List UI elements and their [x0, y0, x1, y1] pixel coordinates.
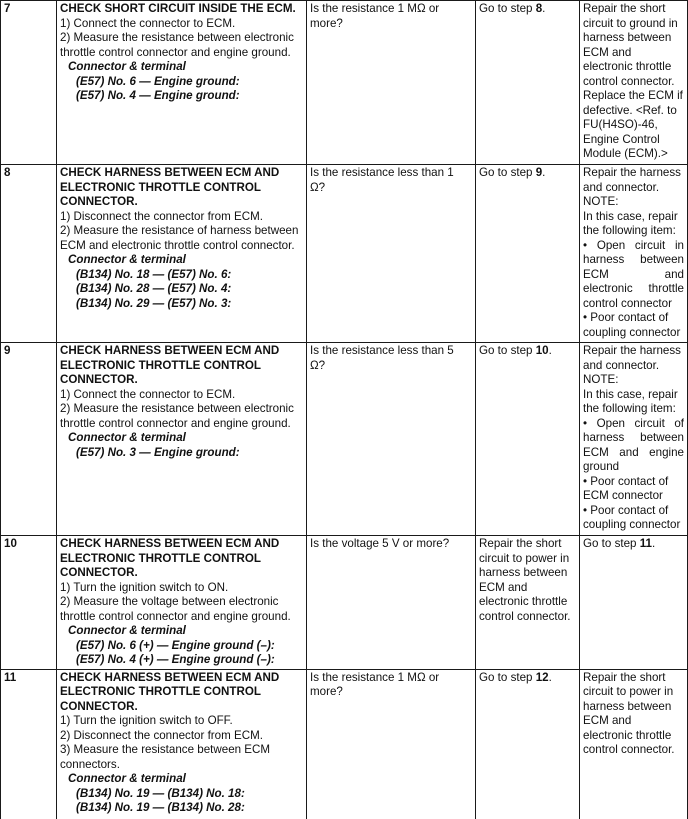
yes-action: Go to step 10. [476, 343, 580, 536]
step-number: 10 [1, 536, 57, 670]
step-title: CHECK HARNESS BETWEEN ECM AND ELECTRONIC THROTTLE CONTROL CONNECTOR. [60, 166, 280, 208]
repair-item: • Poor contact of coupling connector [583, 503, 681, 531]
procedure-line: 1) Connect the connector to ECM. [60, 387, 236, 401]
repair-item: • Open circuit in harness between ECM and electronic throttle control connector [583, 238, 684, 310]
no-action [580, 669, 688, 819]
step-link[interactable]: 8 [535, 2, 543, 15]
connector-terminal-item: (B134) No. 19 — (B134) No. 28: [76, 801, 245, 814]
connector-terminal-label: Connector & terminal [68, 253, 186, 266]
table-row [1, 536, 688, 670]
connector-terminal-label: Connector & terminal [68, 772, 186, 785]
step-number: 9 [1, 343, 57, 536]
connector-terminal-item: (E57) No. 6 — Engine ground: [76, 74, 240, 88]
table-row [1, 343, 688, 536]
step-description [57, 165, 307, 343]
connector-terminal-item: (B134) No. 19 — (B134) No. 18: [76, 786, 245, 800]
check-question: Is the resistance 1 MΩ or more? [307, 1, 476, 165]
step-number: 11 [1, 669, 57, 819]
step-number: 8 [1, 165, 57, 343]
yes-action: Go to step 8. [476, 1, 580, 165]
no-action-ref: Replace the ECM if defective. <Ref. to FU(H4SO)-46, Engine Control Module (ECM).> [583, 89, 683, 160]
check-question: Is the resistance 1 MΩ or more? [307, 669, 476, 819]
repair-item: • Open circuit of harness between ECM and engine ground [583, 416, 684, 473]
check-question: Is the resistance less than 5 Ω? [307, 343, 476, 536]
connector-terminal-item: (B134) No. 18 — (E57) No. 6: [76, 267, 232, 281]
step-title: CHECK HARNESS BETWEEN ECM AND ELECTRONIC THROTTLE CONTROL CONNECTOR. [60, 344, 280, 386]
no-action-line: In this case, repair the following item: [583, 209, 678, 237]
connector-terminal-item: (E57) No. 6 (+) — Engine ground (–): [76, 638, 275, 652]
step-number: 7 [1, 1, 57, 165]
yes-action-line: Repair the short circuit to power in harness between ECM and electronic throttle control connector. [479, 537, 571, 623]
no-action-line: Repair the short circuit to ground in harness between ECM and electronic throttle control connector. [583, 2, 678, 88]
no-action: Go to step 11. [580, 536, 688, 670]
step-link[interactable]: 11 [639, 537, 652, 550]
table-row [1, 669, 688, 819]
note-label: NOTE: [583, 195, 619, 208]
no-action-line: In this case, repair the following item: [583, 387, 678, 415]
yes-action: Go to step 9. [476, 165, 580, 343]
procedure-line: 3) Measure the resistance between ECM connectors. [60, 743, 271, 771]
note-label: NOTE: [583, 373, 619, 386]
yes-action: Go to step 12. [476, 669, 580, 819]
procedure-line: 1) Connect the connector to ECM. [60, 16, 236, 30]
check-question: Is the voltage 5 V or more? [307, 536, 476, 670]
connector-terminal-item: (B134) No. 29 — (E57) No. 3: [76, 296, 232, 310]
step-description [57, 343, 307, 536]
connector-terminal-item: (B134) No. 28 — (E57) No. 4: [76, 282, 232, 295]
procedure-line: 2) Measure the resistance between electronic throttle control connector and engine ground. [60, 402, 294, 430]
check-question: Is the resistance less than 1 Ω? [307, 165, 476, 343]
no-action-line: Repair the short circuit to power in harness between ECM and electronic throttle control connector. [583, 670, 675, 756]
procedure-line: 2) Measure the resistance between electronic throttle control connector and engine ground. [60, 31, 294, 59]
no-action-line: Repair the harness and connector. [583, 344, 681, 372]
table-row [1, 165, 688, 343]
procedure-line: 1) Turn the ignition switch to OFF. [60, 714, 233, 727]
procedure-line: 2) Disconnect the connector from ECM. [60, 728, 263, 742]
connector-terminal-item: (E57) No. 4 (+) — Engine ground (–): [76, 653, 275, 666]
step-title: CHECK SHORT CIRCUIT INSIDE THE ECM. [60, 2, 296, 15]
step-description [57, 536, 307, 670]
step-description [57, 1, 307, 165]
repair-item: • Poor contact of ECM connector [583, 474, 669, 502]
step-title: CHECK HARNESS BETWEEN ECM AND ELECTRONIC THROTTLE CONTROL CONNECTOR. [60, 670, 280, 713]
connector-terminal-label: Connector & terminal [68, 431, 186, 444]
repair-item: • Poor contact of coupling connector [583, 311, 681, 339]
table-row [1, 1, 688, 165]
no-action [580, 343, 688, 536]
step-link[interactable]: 12 [535, 670, 549, 684]
step-description [57, 669, 307, 819]
connector-terminal-label: Connector & terminal [68, 624, 186, 637]
step-title: CHECK HARNESS BETWEEN ECM AND ELECTRONIC THROTTLE CONTROL CONNECTOR. [60, 537, 280, 579]
no-action-line: Repair the harness and connector. [583, 166, 681, 194]
connector-terminal-label: Connector & terminal [68, 60, 186, 73]
connector-terminal-item: (E57) No. 4 — Engine ground: [76, 89, 240, 102]
yes-action [476, 536, 580, 670]
no-action [580, 1, 688, 165]
procedure-line: 2) Measure the voltage between electronic throttle control connector and engine ground. [60, 595, 291, 623]
procedure-line: 2) Measure the resistance of harness between ECM and electronic throttle control connector. [60, 224, 299, 252]
connector-terminal-item: (E57) No. 3 — Engine ground: [76, 445, 240, 459]
no-action [580, 165, 688, 343]
procedure-line: 1) Turn the ignition switch to ON. [60, 580, 229, 594]
step-link[interactable]: 10 [535, 344, 549, 357]
step-link[interactable]: 9 [535, 166, 543, 179]
procedure-line: 1) Disconnect the connector from ECM. [60, 209, 263, 223]
